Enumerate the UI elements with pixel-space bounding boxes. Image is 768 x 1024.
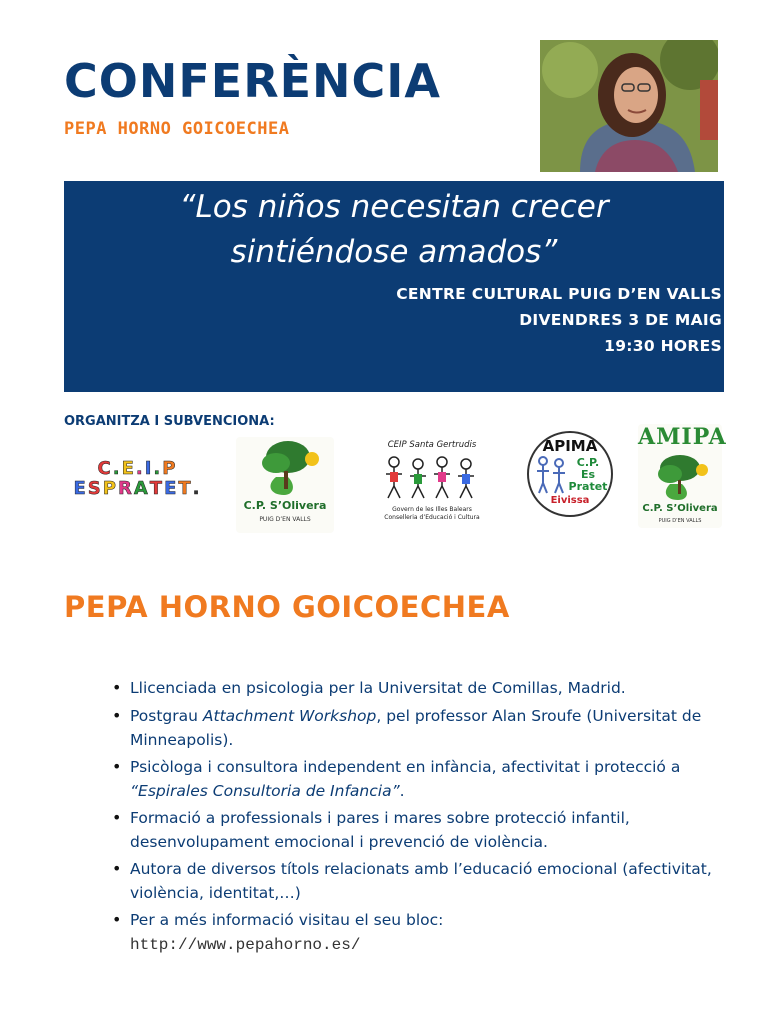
olivera-logo-subtitle: PUIG D’EN VALLS xyxy=(259,516,311,523)
ceip-letter: . xyxy=(135,458,145,479)
sg-logo-title: CEIP Santa Gertrudis xyxy=(387,440,477,450)
olive-tree-icon xyxy=(638,452,722,502)
sg-logo-govern: Govern de les Illes Balears xyxy=(392,506,472,513)
amipa-logo-name: C.P. S’Olivera xyxy=(642,503,718,514)
speaker-portrait-image xyxy=(540,40,718,172)
ceip-letter: A xyxy=(133,478,150,499)
bio-item-text: Autora de diversos títols relacionats amb l’educació emocional (afectivitat, violència, identitat,…) xyxy=(130,860,712,902)
olive-tree-icon xyxy=(236,437,334,499)
list-item xyxy=(112,704,724,752)
logo-ceip-santa-gertrudis xyxy=(378,440,486,528)
ceip-letter: C xyxy=(97,458,113,479)
bio-item-text: Per a més informació visitau el seu bloc: xyxy=(130,911,444,929)
list-item xyxy=(112,806,724,854)
apima-school-line-1: C.P. xyxy=(576,456,600,469)
list-item xyxy=(112,755,724,803)
event-time: 19:30 HORES xyxy=(604,337,722,355)
list-item xyxy=(112,908,724,957)
bio-item-emphasis: Attachment Workshop xyxy=(202,707,377,725)
speaker-photo xyxy=(540,40,718,172)
bullet-icon: • xyxy=(112,706,122,725)
event-details xyxy=(396,281,722,359)
quote-line-1: “Los niños necesitan crecer xyxy=(179,189,609,225)
family-figures-icon xyxy=(533,455,569,495)
blog-link[interactable]: http://www.pepahorno.es/ xyxy=(130,936,361,954)
ceip-logo-line-1 xyxy=(50,459,225,479)
bio-item-text: Postgrau xyxy=(130,707,203,725)
ceip-letter: . xyxy=(112,458,122,479)
amipa-logo-subtitle: PUIG D’EN VALLS xyxy=(658,518,702,524)
speaker-name: PEPA HORNO GOICOECHEA xyxy=(64,119,290,139)
olivera-logo-name: C.P. S’Olivera xyxy=(243,499,327,512)
apima-school-line-2: Es Pratet xyxy=(568,468,608,493)
event-quote xyxy=(64,185,724,275)
bio-heading: PEPA HORNO GOICOECHEA xyxy=(64,590,510,624)
children-drawing-icon xyxy=(378,452,486,504)
bullet-icon: • xyxy=(112,757,122,776)
sg-logo-conselleria: Conselleria d’Educació i Cultura xyxy=(384,514,480,521)
bio-item-text: Psicòloga i consultora independent en infància, afectivitat i protecció a xyxy=(130,758,681,776)
bio-list xyxy=(112,676,724,960)
ceip-letter: E xyxy=(73,478,88,499)
apima-logo-school xyxy=(565,457,611,493)
ceip-letter: E xyxy=(121,458,136,479)
apima-logo-title: APIMA xyxy=(542,437,598,455)
bio-item-text: . xyxy=(399,782,405,800)
ceip-letter: T xyxy=(178,478,193,499)
event-venue: CENTRE CULTURAL PUIG D’EN VALLS xyxy=(396,285,722,303)
list-item xyxy=(112,676,724,700)
ceip-letter: I xyxy=(144,458,154,479)
logo-cp-solivera xyxy=(236,437,334,533)
bio-item-text: , pel professor Alan Sroufe (Universitat de Minneapolis). xyxy=(130,707,702,749)
bullet-icon: • xyxy=(112,678,122,697)
ceip-letter: P xyxy=(162,458,178,479)
amipa-logo-title: AMIPA xyxy=(638,424,727,450)
logo-apima-es-pratet xyxy=(525,429,615,519)
quote-line-2: sintiéndose amados” xyxy=(230,234,558,270)
ceip-letter: E xyxy=(164,478,179,499)
sponsors-label-text: ORGANITZA I SUBVENCIONA xyxy=(64,414,270,429)
ceip-letter: P xyxy=(102,478,118,499)
sponsors-label xyxy=(64,414,275,429)
sponsors-label-colon: : xyxy=(269,414,275,429)
ceip-letter: . xyxy=(192,478,202,499)
apima-logo-place: Eivissa xyxy=(550,495,590,506)
ceip-letter: T xyxy=(149,478,165,499)
logo-amipa-solivera xyxy=(638,424,727,528)
event-date: DIVENDRES 3 DE MAIG xyxy=(519,311,722,329)
list-item xyxy=(112,857,724,905)
bullet-icon: • xyxy=(112,910,122,929)
bullet-icon: • xyxy=(112,859,122,878)
bio-item-emphasis: “Espirales Consultoria de Infancia” xyxy=(130,782,400,800)
bio-item-text: Formació a professionals i pares i mares sobre protecció infantil, desenvolupament emocional i prevenció de violència. xyxy=(130,809,630,851)
conference-title: CONFERÈNCIA xyxy=(64,54,442,108)
bio-item-text: Llicenciada en psicologia per la Universitat de Comillas, Madrid. xyxy=(130,679,626,697)
logo-ceip-es-pratet xyxy=(50,459,225,507)
ceip-letter: R xyxy=(117,478,134,499)
ceip-logo-line-2 xyxy=(50,479,225,499)
event-banner xyxy=(64,181,724,392)
ceip-letter: . xyxy=(153,458,163,479)
ceip-letter: S xyxy=(87,478,103,499)
bullet-icon: • xyxy=(112,808,122,827)
